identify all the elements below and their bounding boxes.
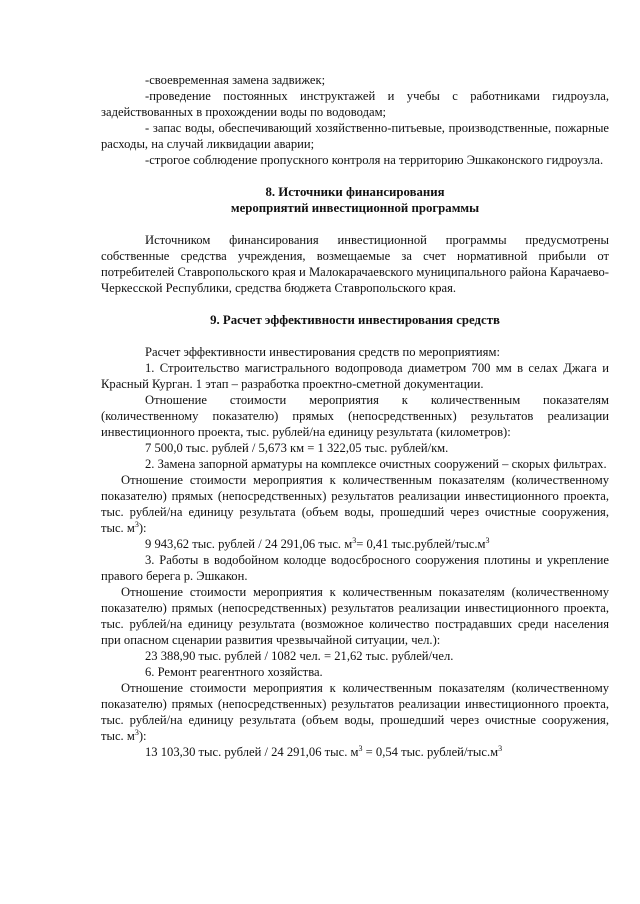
- item-3-ratio: Отношение стоимости мероприятия к количественным показателям (количественному показателю) прямых (непосредственных) результатов реализации инвестиционного проекта, тыс. рублей/на единицу результата (возможное количество пострадавших среди населения при опасном сценарии развития чрезвычайной ситуации, чел.):: [101, 585, 609, 647]
- item-2-ratio-text: Отношение стоимости мероприятия к количественным показателям (количественному показателю) прямых (непосредственных) результатов реализации инвестиционного проекта, тыс. рублей/на единицу результата (объем воды, прошедший через очистные сооружения, тыс. м: [101, 473, 609, 535]
- section-9-intro: Расчет эффективности инвестирования средств по мероприятиям:: [145, 345, 500, 359]
- item-2-calc: [101, 536, 609, 552]
- item-6-heading: 6. Ремонт реагентного хозяйства.: [145, 665, 323, 679]
- item-6-ratio-end: ):: [138, 729, 147, 743]
- list-item: -строгое соблюдение пропускного контроля на территорию Эшкаконского гидроузла.: [145, 153, 604, 167]
- item-6-calc: [101, 744, 609, 760]
- item-6-calc-b: = 0,54 тыс. рублей/тыс.м: [362, 745, 499, 759]
- superscript: 3: [134, 519, 139, 529]
- section-8-title-line2: мероприятий инвестиционной программы: [230, 201, 480, 215]
- item-6-ratio: [101, 680, 609, 744]
- superscript: 3: [358, 743, 363, 753]
- list-item: - запас воды, обеспечивающий хозяйственно-питьевые, производственные, пожарные расходы, на случай ликвидации аварии;: [101, 121, 609, 151]
- item-1-heading: 1. Строительство магистрального водопровода диаметром 700 мм в селах Джага и Красный Курган. 1 этап – разработка проектно-сметной документации.: [101, 361, 609, 391]
- superscript: 3: [134, 727, 139, 737]
- section-8: [101, 184, 609, 296]
- list-item: -проведение постоянных инструктажей и учебы с работниками гидроузла, задействованных в прохождении воды по водоводам;: [101, 89, 609, 119]
- superscript: 3: [352, 535, 357, 545]
- section-8-body: Источником финансирования инвестиционной программы предусмотрены собственные средства учреждения, возмещаемые за счет нормативной прибыли от потребителей Ставропольского края и Малокарачаевского муниципального района Карачаево-Черкесской Республики, средства бюджета Ставропольского края.: [101, 233, 609, 295]
- superscript: 3: [485, 535, 490, 545]
- document-page: [101, 72, 609, 760]
- section-9: [101, 312, 609, 760]
- item-1-calc: 7 500,0 тыс. рублей / 5,673 км = 1 322,05 тыс. рублей/км.: [145, 441, 449, 455]
- item-6-calc-a: 13 103,30 тыс. рублей / 24 291,06 тыс. м: [145, 745, 359, 759]
- measures-list: [101, 72, 609, 168]
- item-3-heading: 3. Работы в водобойном колодце водосбросного сооружения плотины и укрепление правого берега р. Эшкакон.: [101, 553, 609, 583]
- item-6-ratio-text: Отношение стоимости мероприятия к количественным показателям (количественному показателю) прямых (непосредственных) результатов реализации инвестиционного проекта, тыс. рублей/на единицу результата (объем воды, прошедший через очистные сооружения, тыс. м: [101, 681, 609, 743]
- item-2-calc-a: 9 943,62 тыс. рублей / 24 291,06 тыс. м: [145, 537, 353, 551]
- superscript: 3: [498, 743, 503, 753]
- section-8-title-line1: 8. Источники финансирования: [265, 185, 445, 199]
- item-2-calc-b: = 0,41 тыс.рублей/тыс.м: [356, 537, 486, 551]
- item-2-ratio-end: ):: [138, 521, 147, 535]
- item-1-ratio: Отношение стоимости мероприятия к количественным показателям (количественному показателю) прямых (непосредственных) результатов реализации инвестиционного проекта, тыс. рублей/на единицу результата (километров):: [101, 393, 609, 439]
- item-2-ratio: [101, 472, 609, 536]
- list-item: -своевременная замена задвижек;: [145, 73, 326, 87]
- item-3-calc: 23 388,90 тыс. рублей / 1082 чел. = 21,62 тыс. рублей/чел.: [145, 649, 454, 663]
- item-2-heading: 2. Замена запорной арматуры на комплексе очистных сооружений – скорых фильтрах.: [145, 457, 607, 471]
- section-9-title: 9. Расчет эффективности инвестирования средств: [210, 313, 500, 327]
